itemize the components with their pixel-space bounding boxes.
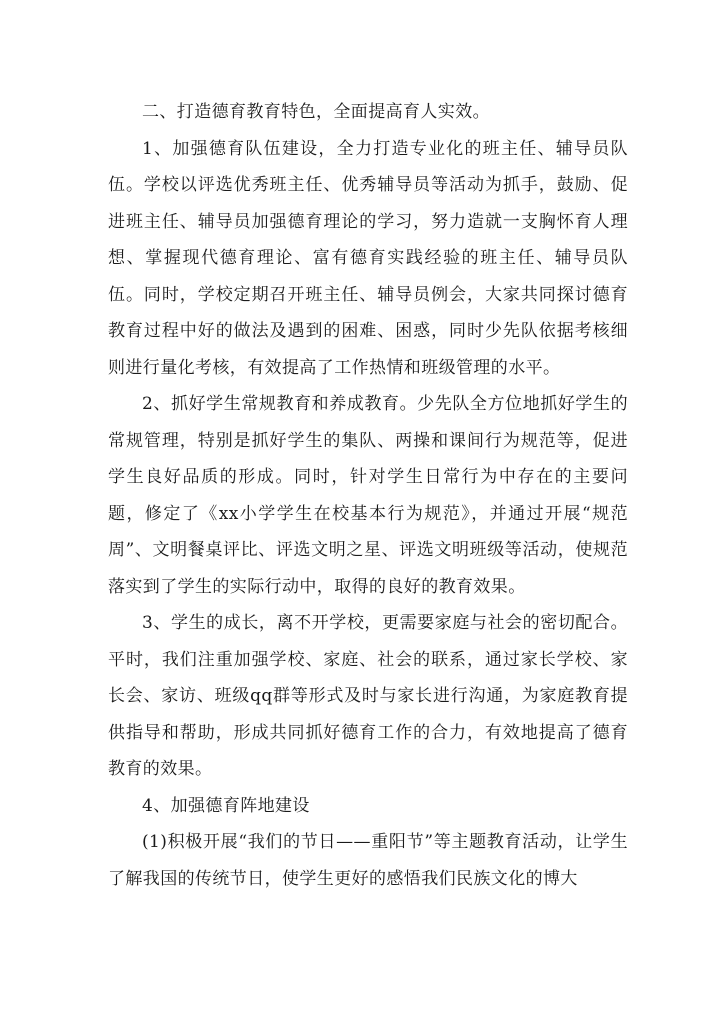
document-body xyxy=(108,94,628,897)
paragraph-festival-activities: (1)积极开展“我们的节日——重阳节”等主题教育活动，让学生了解我国的传统节日，使学生更好的感悟我们民族文化的博大 xyxy=(108,832,628,889)
section-heading: 二、打造德育教育特色，全面提高育人实效。 xyxy=(142,102,490,122)
paragraph-family-cooperation: 3、学生的成长，离不开学校，更需要家庭与社会的密切配合。平时，我们注重加强学校、家庭、社会的联系，通过家长学校、家长会、家访、班级qq群等形式及时与家长进行沟通，为家庭教育提供指导和帮助，形成共同抓好德育工作的合力，有效地提高了德育教育的效果。 xyxy=(108,613,628,779)
paragraph-base-building: 4、加强德育阵地建设 xyxy=(142,795,310,816)
paragraph-team-building: 1、加强德育队伍建设，全力打造专业化的班主任、辅导员队伍。学校以评选优秀班主任、优秀辅导员等活动为抓手，鼓励、促进班主任、辅导员加强德育理论的学习，努力造就一支胸怀育人理想、掌握现代德育理论、富有德育实践经验的班主任、辅导员队伍。同时，学校定期召开班主任、辅导员例会，大家共同探讨德育教育过程中好的做法及遇到的困难、困惑，同时少先队依据考核细则进行量化考核，有效提高了工作热情和班级管理的水平。 xyxy=(108,138,628,378)
paragraph-routine-education: 2、抓好学生常规教育和养成教育。少先队全方位地抓好学生的常规管理，特别是抓好学生的集队、两操和课间行为规范等，促进学生良好品质的形成。同时，针对学生日常行为中存在的主要问题，修定了《xx小学学生在校基本行为规范》，并通过开展“规范周”、文明餐桌评比、评选文明之星、评选文明班级等活动，使规范落实到了学生的实际行动中，取得的良好的教育效果。 xyxy=(108,394,628,597)
